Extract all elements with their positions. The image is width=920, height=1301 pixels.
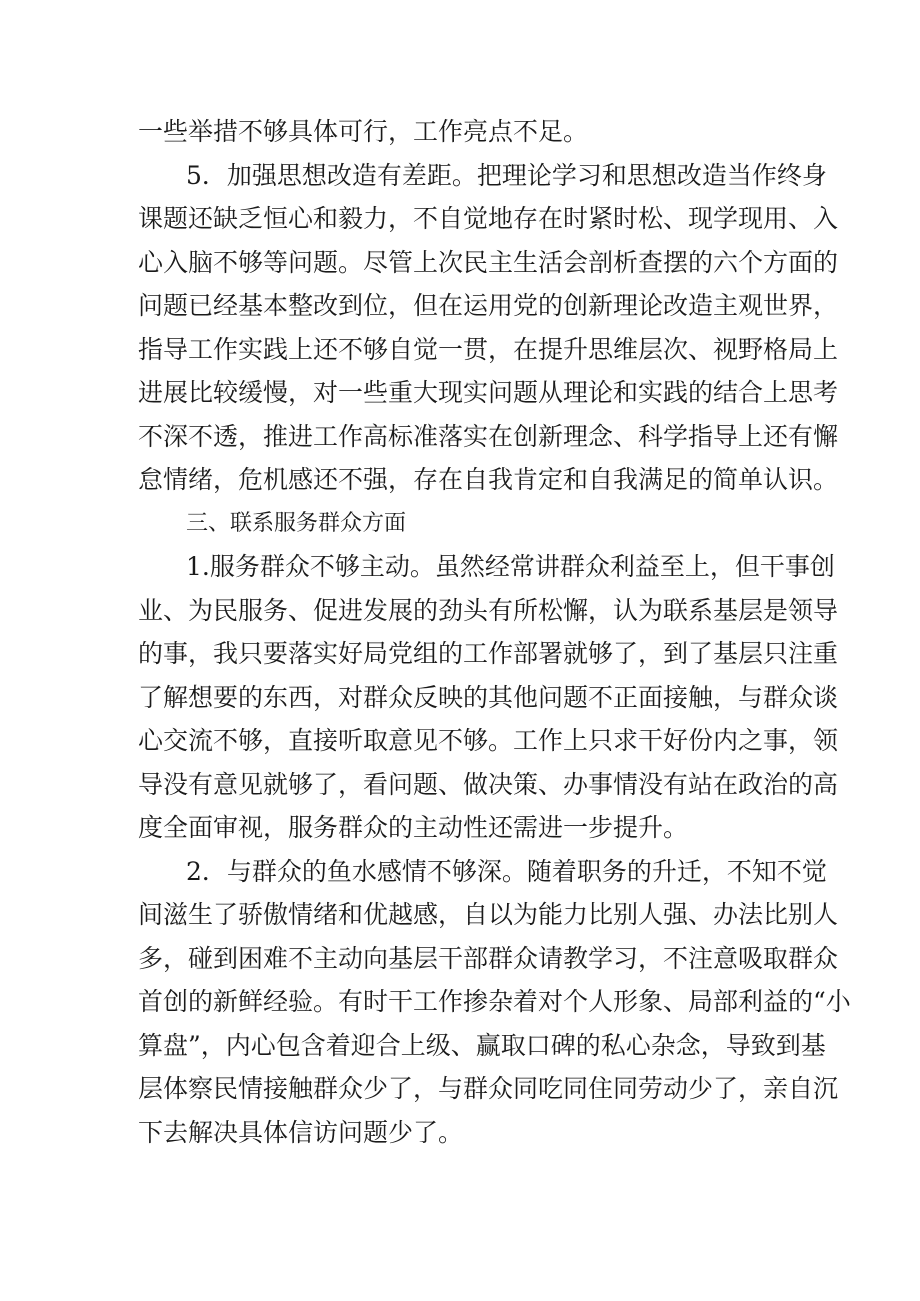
paragraph-line: 怠情绪，危机感还不强，存在自我肯定和自我满足的简单认识。 — [138, 465, 839, 494]
paragraph-line: 业、为民服务、促进发展的劲头有所松懈，认为联系基层是领导 — [138, 595, 839, 625]
paragraph-line: 层体察民情接触群众少了，与群众同吃同住同劳动少了，亲自沉 — [138, 1074, 839, 1103]
paragraph-line: 问题已经基本整改到位，但在运用党的创新理论改造主观世界， — [138, 291, 839, 320]
section-heading: 三、联系服务群众方面 — [186, 510, 407, 536]
paragraph-line: 度全面审视，服务群众的主动性还需进一步提升。 — [138, 813, 689, 842]
paragraph-line: 指导工作实践上还不够自觉一贯，在提升思维层次、视野格局上 — [138, 334, 839, 364]
paragraph-line: 首创的新鲜经验。有时干工作掺杂着对个人形象、局部利益的“小 — [138, 987, 851, 1016]
paragraph-line: 导没有意见就够了，看问题、做决策、办事情没有站在政治的高 — [138, 769, 839, 799]
paragraph-line: 了解想要的东西，对群众反映的其他问题不正面接触，与群众谈 — [138, 682, 839, 712]
paragraph-line: 间滋生了骄傲情绪和优越感，自以为能力比别人强、办法比别人 — [138, 900, 839, 929]
paragraph-line: 下去解决具体信访问题少了。 — [138, 1117, 464, 1147]
paragraph-line: 1.服务群众不够主动。虽然经常讲群众利益至上，但干事创 — [186, 552, 835, 581]
paragraph-line: 多，碰到困难不主动向基层干部群众请教学习，不注意吸取群众 — [138, 943, 839, 973]
paragraph-line: 心入脑不够等问题。尽管上次民主生活会剖析查摆的六个方面的 — [138, 247, 839, 277]
paragraph-line: 5．加强思想改造有差距。把理论学习和思想改造当作终身 — [186, 160, 827, 190]
paragraph-line: 心交流不够，直接听取意见不够。工作上只求干好份内之事，领 — [138, 726, 839, 755]
paragraph-line: 的事，我只要落实好局党组的工作部署就够了，到了基层只注重 — [138, 639, 839, 668]
paragraph-line: 课题还缺乏恒心和毅力，不自觉地存在时紧时松、现学现用、入 — [138, 204, 839, 233]
document-body — [138, 110, 851, 1154]
paragraph-line: 不深不透，推进工作高标准落实在创新理念、科学指导上还有懈 — [138, 421, 839, 451]
paragraph-line: 算盘”，内心包含着迎合上级、赢取口碑的私心杂念，导致到基 — [138, 1030, 826, 1060]
paragraph-line: 进展比较缓慢，对一些重大现实问题从理论和实践的结合上思考 — [138, 378, 839, 407]
paragraph-line: 2．与群众的鱼水感情不够深。随着职务的升迁，不知不觉 — [186, 856, 827, 886]
paragraph-line: 一些举措不够具体可行，工作亮点不足。 — [138, 117, 589, 146]
